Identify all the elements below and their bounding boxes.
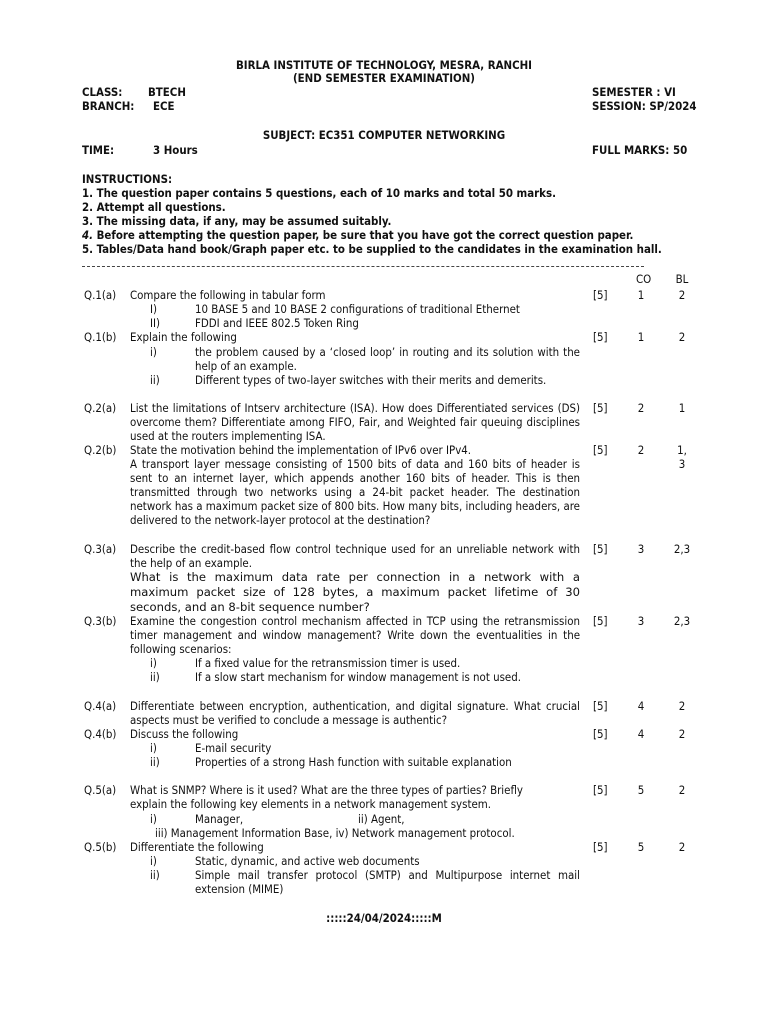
sub-number: II) [150, 316, 161, 330]
sub-number: I) [150, 302, 158, 316]
question-label: Q.3(a) [84, 542, 117, 556]
co-value: 2 [637, 401, 645, 415]
question-text: Differentiate the following [130, 840, 264, 854]
sub-text: 10 BASE 5 and 10 BASE 2 configurations of traditional Ethernet [195, 302, 520, 316]
sub-text: Properties of a strong Hash function with suitable explanation [195, 755, 512, 769]
marks: [5] [593, 401, 608, 415]
co-value: 3 [637, 614, 645, 628]
institute-name: BIRLA INSTITUTE OF TECHNOLOGY, MESRA, RANCHI [236, 58, 532, 72]
question-label: Q.1(a) [84, 288, 117, 302]
bl-value: 2 [678, 288, 686, 302]
marks: [5] [593, 614, 608, 628]
bl-value: 2 [678, 727, 686, 741]
question-text: Differentiate between encryption, authentication, and digital signature. What crucial aspects must be verified to conclude a message is authentic? [130, 699, 580, 727]
sub-number: i) [150, 741, 157, 755]
footer-date: :::::24/04/2024:::::M [326, 911, 442, 925]
question-text: Compare the following in tabular form [130, 288, 326, 302]
instructions-heading: INSTRUCTIONS: [82, 172, 173, 186]
instruction-item: 1. The question paper contains 5 questions, each of 10 marks and total 50 marks. [82, 186, 556, 200]
sub-text: If a slow start mechanism for window management is not used. [195, 670, 521, 684]
question-label: Q.2(b) [84, 443, 117, 457]
sub-text: Different types of two-layer switches with their merits and demerits. [195, 373, 547, 387]
instruction-item: 5. Tables/Data hand book/Graph paper etc. to be supplied to the candidates in the examination hall. [82, 242, 662, 256]
marks: [5] [593, 783, 608, 797]
question-text: What is SNMP? Where is it used? What are the three types of parties? Briefly [130, 783, 523, 797]
sub-number: ii) [150, 670, 160, 684]
co-header: CO [636, 272, 652, 286]
marks: [5] [593, 542, 608, 556]
sub-text: Manager, [195, 812, 244, 826]
marks: [5] [593, 840, 608, 854]
sub-text: Static, dynamic, and active web documents [195, 854, 420, 868]
question-text: Examine the congestion control mechanism affected in TCP using the retransmission timer management and window management? Write down the eventualities in the following scenarios: [130, 614, 580, 656]
question-text: iii) Management Information Base, iv) Network management protocol. [155, 826, 515, 840]
marks: [5] [593, 727, 608, 741]
bl-value: 2,3 [673, 614, 691, 628]
bl-value: 2 [678, 699, 686, 713]
marks: [5] [593, 288, 608, 302]
bl-header: BL [675, 272, 689, 286]
co-value: 1 [637, 330, 645, 344]
bl-value: 2 [678, 783, 686, 797]
question-text: explain the following key elements in a network management system. [130, 797, 492, 811]
question-text: List the limitations of Intserv architecture (ISA). How does Differentiated services (DS) overcome them? Differentiate among FIFO, Fair, and Weighted fair queuing disciplines used at the routers implementing ISA. [130, 401, 580, 443]
class-label: CLASS: [82, 85, 123, 99]
instruction-item: 2. Attempt all questions. [82, 200, 226, 214]
sub-number: i) [150, 854, 157, 868]
marks: [5] [593, 699, 608, 713]
sub-text: Simple mail transfer protocol (SMTP) and Multipurpose internet mail extension (MIME) [195, 868, 580, 896]
time-value: 3 Hours [153, 143, 198, 157]
question-text: State the motivation behind the implementation of IPv6 over IPv4. [130, 443, 472, 457]
sub-text: E-mail security [195, 741, 272, 755]
branch-label: BRANCH: [82, 99, 135, 113]
co-value: 3 [637, 542, 645, 556]
sub-text: FDDI and IEEE 802.5 Token Ring [195, 316, 359, 330]
sub-number: ii) [150, 755, 160, 769]
sub-text: the problem caused by a ‘closed loop’ in routing and its solution with the help of an example. [195, 345, 580, 373]
question-label: Q.4(a) [84, 699, 117, 713]
sub-number: i) [150, 656, 157, 670]
bl-value: 2 [678, 330, 686, 344]
sub-number: i) [150, 345, 157, 359]
co-value: 5 [637, 840, 645, 854]
question-text: A transport layer message consisting of 1500 bits of data and 160 bits of header is sent to an internet layer, which appends another 160 bits of header. This is then transmitted through two networks using a 24-bit packet header. The destination network has a maximum packet size of 800 bits. How many bits, including headers, are delivered to the network-layer protocol at the destination? [130, 457, 580, 527]
co-value: 1 [637, 288, 645, 302]
question-text: Discuss the following [130, 727, 239, 741]
co-value: 4 [637, 727, 645, 741]
marks: [5] [593, 443, 608, 457]
class-value: BTECH [148, 85, 186, 99]
question-label: Q.2(a) [84, 401, 117, 415]
question-label: Q.4(b) [84, 727, 117, 741]
bl-value: 3 [678, 457, 686, 471]
bl-value: 1, [677, 443, 687, 457]
session: SESSION: SP/2024 [592, 99, 697, 113]
bl-value: 2,3 [673, 542, 691, 556]
question-label: Q.1(b) [84, 330, 117, 344]
instruction-item: 4. Before attempting the question paper, be sure that you have got the correct question paper. [82, 228, 634, 242]
subject: SUBJECT: EC351 COMPUTER NETWORKING [262, 128, 506, 142]
divider-line [82, 266, 644, 267]
question-label: Q.5(b) [84, 840, 117, 854]
branch-value: ECE [153, 99, 175, 113]
sub-number: ii) [150, 373, 160, 387]
question-label: Q.5(a) [84, 783, 117, 797]
exam-type: (END SEMESTER EXAMINATION) [293, 71, 475, 85]
semester: SEMESTER : VI [592, 85, 676, 99]
sub-text: ii) Agent, [358, 812, 405, 826]
marks: [5] [593, 330, 608, 344]
co-value: 5 [637, 783, 645, 797]
time-label: TIME: [82, 143, 115, 157]
question-text: What is the maximum data rate per connection in a network with a maximum packet size of 128 bytes, a maximum packet lifetime of 30 seconds, and an 8-bit sequence number? [130, 570, 580, 614]
sub-text: If a fixed value for the retransmission timer is used. [195, 656, 461, 670]
question-text: Describe the credit-based flow control technique used for an unreliable network with the help of an example. [130, 542, 580, 570]
question-text: Explain the following [130, 330, 237, 344]
question-label: Q.3(b) [84, 614, 117, 628]
sub-number: i) [150, 812, 157, 826]
instruction-item: 3. The missing data, if any, may be assumed suitably. [82, 214, 392, 228]
sub-number: ii) [150, 868, 160, 882]
co-value: 2 [637, 443, 645, 457]
bl-value: 2 [678, 840, 686, 854]
co-value: 4 [637, 699, 645, 713]
bl-value: 1 [678, 401, 686, 415]
full-marks: FULL MARKS: 50 [592, 143, 688, 157]
